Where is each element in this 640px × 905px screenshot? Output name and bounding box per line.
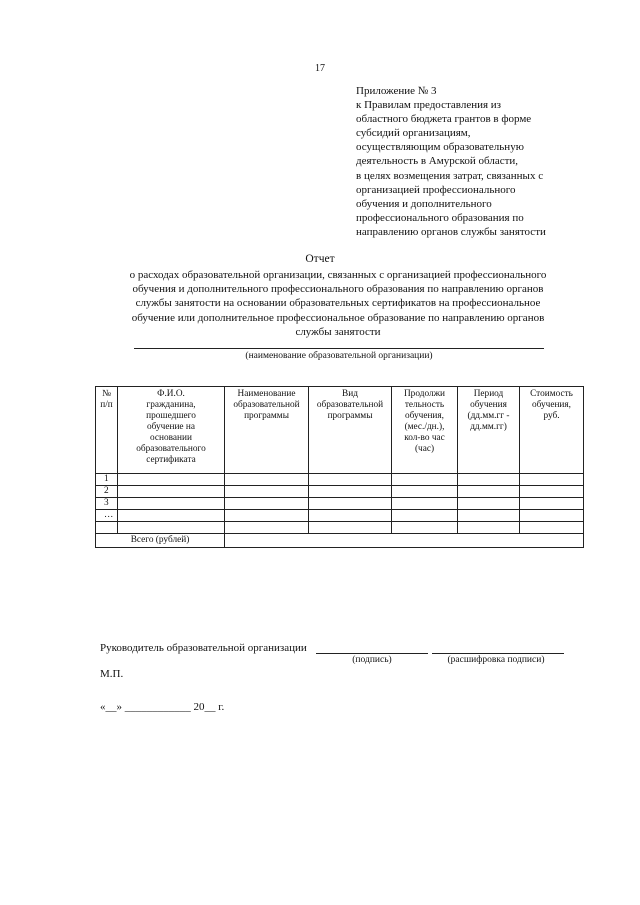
table-cell[interactable] [392, 486, 458, 498]
report-title: Отчет [305, 253, 335, 265]
header-program-type: Вид образовательной программы [309, 387, 392, 474]
table-cell[interactable] [309, 522, 392, 534]
table-row [96, 498, 584, 510]
table-cell[interactable] [458, 474, 520, 486]
total-value-cell[interactable] [225, 534, 584, 548]
table-cell[interactable] [309, 486, 392, 498]
table-cell[interactable] [392, 474, 458, 486]
signature-decode-field[interactable] [432, 653, 564, 654]
table-cell[interactable] [520, 522, 584, 534]
table-row-blank [96, 522, 584, 534]
table-cell[interactable] [520, 486, 584, 498]
table-cell[interactable] [392, 510, 458, 522]
header-cost: Стоимость обучения, руб. [520, 387, 584, 474]
header-program-name: Наименование образовательной программы [225, 387, 309, 474]
table-row [96, 510, 584, 522]
header-period: Период обучения (дд.мм.гг - дд.мм.гг) [458, 387, 520, 474]
report-subtitle [88, 268, 588, 339]
report-subtitle-line: службы занятости [295, 325, 381, 338]
org-name-field[interactable] [134, 348, 544, 349]
total-label: Всего (рублей) [96, 534, 225, 548]
table-cell[interactable] [118, 522, 225, 534]
table-cell[interactable] [118, 486, 225, 498]
table-cell[interactable] [118, 474, 225, 486]
appendix-line: обучения и дополнительного [356, 197, 492, 210]
appendix-header [356, 84, 586, 239]
org-name-caption: (наименование образовательной организации) [245, 351, 433, 361]
appendix-line: деятельность в Амурской области, [356, 155, 519, 168]
row-number: 3 [96, 498, 118, 510]
row-number: 1 [96, 474, 118, 486]
table-row [96, 474, 584, 486]
row-number: 2 [96, 486, 118, 498]
report-subtitle-line: обучение или дополнительное профессиональное образование по направлению органов [131, 311, 545, 324]
signature-field[interactable] [316, 653, 428, 654]
signature-decode-caption: (расшифровка подписи) [447, 655, 545, 665]
table-row [96, 486, 584, 498]
table-cell[interactable] [392, 498, 458, 510]
header-duration: Продолжи тельность обучения, (мес./дн.), кол-во час (час) [392, 387, 458, 474]
table-cell[interactable] [309, 474, 392, 486]
table-cell[interactable] [225, 474, 309, 486]
table-cell[interactable] [225, 498, 309, 510]
table-cell[interactable] [309, 510, 392, 522]
appendix-line: к Правилам предоставления из [356, 99, 502, 112]
appendix-line: Приложение № 3 [356, 85, 437, 97]
table-cell[interactable] [458, 498, 520, 510]
table-cell[interactable] [225, 522, 309, 534]
appendix-line: в целях возмещения затрат, связанных с [356, 169, 544, 182]
table-cell[interactable] [520, 474, 584, 486]
table-cell[interactable] [520, 498, 584, 510]
appendix-line: осуществляющим образовательную [356, 141, 524, 154]
date-field[interactable]: «__» ____________ 20__ г. [100, 701, 225, 713]
table-total-row [96, 534, 584, 548]
table-cell[interactable] [458, 486, 520, 498]
report-table [95, 386, 584, 548]
signature-caption: (подпись) [352, 655, 392, 665]
table-cell[interactable] [520, 510, 584, 522]
table-cell[interactable] [392, 522, 458, 534]
report-subtitle-line: службы занятости на основании образовательных сертификатов на профессиональное [135, 297, 541, 310]
table-cell[interactable] [309, 498, 392, 510]
table-cell[interactable] [118, 498, 225, 510]
table-header-row [96, 387, 584, 474]
table-cell[interactable] [458, 510, 520, 522]
table-cell[interactable] [225, 486, 309, 498]
appendix-line: областного бюджета грантов в форме [356, 113, 532, 126]
table-cell[interactable] [96, 522, 118, 534]
header-number: № п/п [96, 387, 118, 474]
table-cell[interactable] [458, 522, 520, 534]
report-subtitle-line: обучения и дополнительного профессионального образования по направлению органов [132, 283, 544, 296]
appendix-line: субсидий организациям, [356, 127, 471, 140]
report-subtitle-line: о расходах образовательной организации, связанных с организацией профессионального [129, 269, 547, 281]
table-cell[interactable] [118, 510, 225, 522]
appendix-line: направлению органов службы занятости [356, 225, 546, 238]
stamp-placeholder: М.П. [100, 668, 124, 680]
row-number: … [96, 510, 118, 522]
appendix-line: организацией профессионального [356, 183, 516, 196]
table-cell[interactable] [225, 510, 309, 522]
header-fio: Ф.И.О. гражданина, прошедшего обучение на основании образовательного сертификата [118, 387, 225, 474]
page-number: 17 [315, 63, 325, 74]
head-signature-label: Руководитель образовательной организации [100, 642, 307, 654]
appendix-line: профессионального образования по [356, 211, 524, 224]
